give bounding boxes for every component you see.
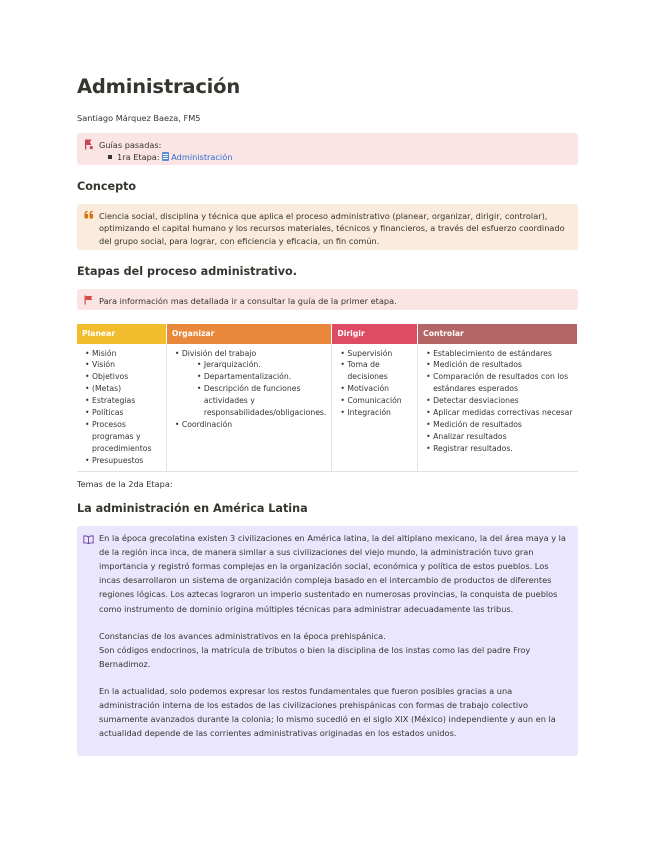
america-paragraph: En la época grecolatina existen 3 civilizaciones en América latina, la del altiplano mexicano, la del área maya y la de la región inca inca, de manera similar a sus civilizaciones del viejo mundo, la administración tuvo gran importancia y registró formas complejas en la organización social, económica y política de estos pueblos. Los incas desarrollaron un sistema de organización compleja basado en el intercambio de productos de diferentes regiones lógicas. Los aztecas lograron un imperio sustentado en numerosas provincias, la conquista de pueblos como instrumento de dominio origina múltiples técnicas para administrar adecuadamente las tribus. [99, 533, 566, 614]
section-heading-america: La administración en América Latina [77, 502, 308, 515]
list-item: • Estrategias [85, 395, 161, 407]
section-heading-etapas: Etapas del proceso administrativo. [77, 265, 297, 278]
table-row [77, 344, 578, 472]
list-item: • Coordinación [175, 419, 327, 431]
header-planear: Planear [77, 324, 166, 344]
concepto-text: Ciencia social, disciplina y técnica que aplica el proceso administrativo (planear, organizar, dirigir, controlar), optimizando el capital humano y los recursos materiales, técnicos y financieros, a través del esfuerzo coordinado del grupo social, para lograr, con eficiencia y eficacia, un fin común. [99, 211, 565, 246]
concepto-callout [77, 204, 578, 250]
quote-icon [83, 210, 94, 221]
cell-dirigir [332, 344, 418, 472]
cell-controlar [418, 344, 578, 472]
temas-label: Temas de la 2da Etapa: [77, 479, 173, 489]
list-item: • Registrar resultados. [426, 443, 572, 455]
list-item: • Analizar resultados [426, 431, 572, 443]
list-item: • (Metas) [85, 383, 161, 395]
america-callout [77, 526, 578, 756]
page-title: Administración [77, 75, 241, 98]
list-item: • Objetivos [85, 371, 161, 383]
header-dirigir: Dirigir [332, 324, 418, 344]
process-table [77, 324, 578, 472]
list-item: • División del trabajo • Jerarquización. • Departamentalización. • Descripción de funciones actividades y responsabilidades/obligaciones. [175, 348, 327, 420]
header-controlar: Controlar [418, 324, 578, 344]
list-item: • Procesos programas y procedimientos [85, 419, 161, 455]
cell-planear [77, 344, 166, 472]
list-item: • Detectar desviaciones [426, 395, 572, 407]
america-paragraph: En la actualidad, solo podemos expresar los restos fundamentales que fueron posibles gracias a una administración interna de los estados de las civilizaciones prehispánicas con formas de trabajo colectivo sumamente avanzados durante la colonia; lo mismo sucedió en el siglo XIX (México) independiente y aun en la actualidad depende de las corrientes administrativas originadas en los estados unidos. [99, 685, 556, 739]
list-item [108, 151, 570, 163]
guides-list [99, 151, 570, 163]
header-organizar: Organizar [166, 324, 332, 344]
guide-link-administracion[interactable]: Administración [162, 152, 232, 162]
section-heading-concepto: Concepto [77, 180, 137, 193]
list-item: • Visión [85, 359, 161, 371]
list-item: • Presupuestos [85, 455, 161, 467]
flag-icon [83, 295, 94, 306]
guides-heading: Guías pasadas: [99, 140, 162, 150]
cell-organizar [166, 344, 332, 472]
list-item: • Medición de resultados [426, 419, 572, 431]
list-item: • Supervisión [340, 348, 412, 360]
list-item: • Integración [340, 407, 412, 419]
guides-callout [77, 133, 578, 165]
list-item: • Aplicar medidas correctivas necesar [426, 407, 572, 419]
list-item: • Jerarquización. [197, 359, 327, 371]
list-item: • Descripción de funciones actividades y responsabilidades/obligaciones. [197, 383, 327, 419]
list-item: • Comparación de resultados con los estándares esperados [426, 371, 572, 395]
info-text: Para información mas detallada ir a consultar la guía de la primer etapa. [99, 296, 397, 306]
list-item: • Comunicación [340, 395, 412, 407]
page-doc-icon [162, 152, 169, 161]
list-item: • Departamentalización. [197, 371, 327, 383]
list-item: • Misión [85, 348, 161, 360]
author: Santiago Márquez Baeza, FM5 [77, 113, 201, 123]
guide-label: 1ra Etapa: [117, 152, 160, 163]
info-callout [77, 289, 578, 310]
bookmark-flag-icon [83, 139, 94, 150]
list-item: • Motivación [340, 383, 412, 395]
list-item: • Políticas [85, 407, 161, 419]
table-header-row [77, 324, 578, 344]
open-book-icon [83, 535, 94, 546]
list-item: • Establecimiento de estándares [426, 348, 572, 360]
america-paragraph: Constancias de los avances administrativos en la época prehispánica. Son códigos endocrinos, la matricula de tributos o bien la disciplina de los instas como las del padre Froy Bernadimoz. [99, 630, 531, 669]
list-item: • Medición de resultados [426, 359, 572, 371]
list-item: • Toma de decisiones [340, 359, 412, 383]
